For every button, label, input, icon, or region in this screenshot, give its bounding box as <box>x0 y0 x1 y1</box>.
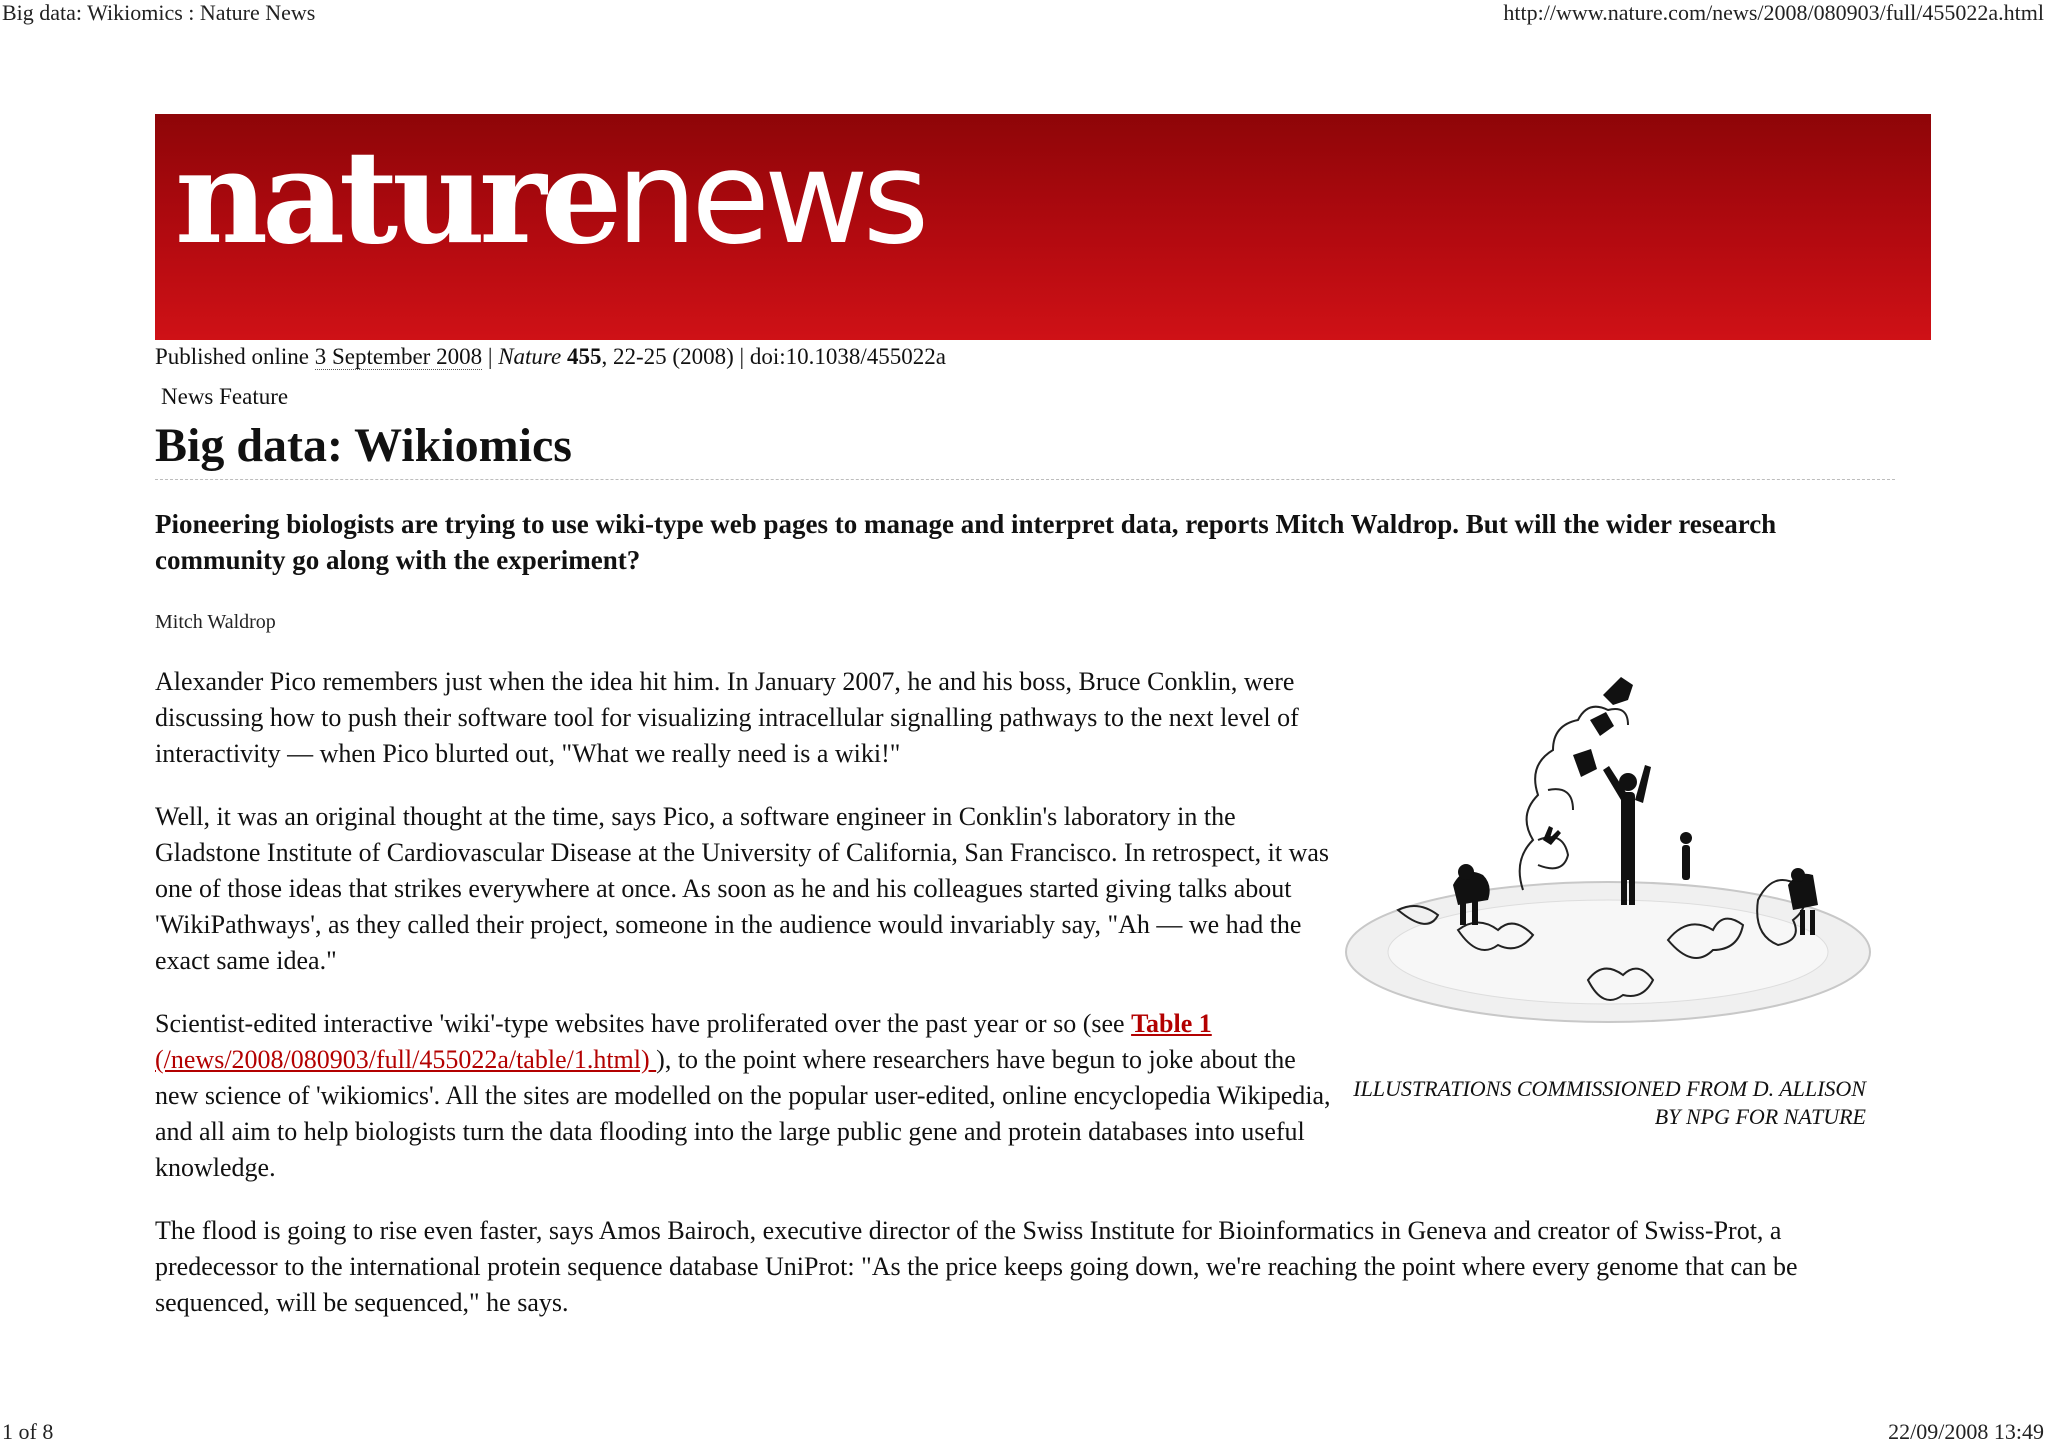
print-page-count: 1 of 8 <box>2 1419 54 1444</box>
title-divider <box>155 479 1895 480</box>
pub-pages-doi: , 22-25 (2008) | doi:10.1038/455022a <box>601 344 946 369</box>
print-header-url: http://www.nature.com/news/2008/080903/full/455022a.html <box>1503 0 2044 25</box>
logo-nature-text: nature <box>175 123 617 273</box>
nature-news-logo[interactable] <box>175 123 924 273</box>
puzzle-illustration <box>1338 660 1886 1030</box>
print-header-title: Big data: Wikiomics : Nature News <box>2 0 316 25</box>
figure-caption: ILLUSTRATIONS COMMISSIONED FROM D. ALLISON BY NPG FOR NATURE <box>1353 1076 1866 1129</box>
nature-news-masthead[interactable] <box>155 114 1931 340</box>
journal-volume: 455 <box>567 344 602 369</box>
pub-separator: | <box>482 344 499 369</box>
journal-name: Nature <box>498 344 562 369</box>
table-link-url: (/news/2008/080903/full/455022a/table/1.html) <box>155 1045 657 1074</box>
publication-date: 3 September 2008 <box>314 344 483 369</box>
article-paragraph <box>155 1006 1335 1186</box>
section-label: News Feature <box>161 384 289 409</box>
article-byline: Mitch Waldrop <box>155 611 276 633</box>
article-paragraph: The flood is going to rise even faster, says Amos Bairoch, executive director of the Swiss Institute for Bioinformatics in Geneva and creator of Swiss-Prot, a predecessor to the international protein sequence database UniProt: "As the price keeps going down, we're reaching the point where every genome that can be sequenced, will be sequenced," he says. <box>155 1216 1798 1317</box>
paragraph-text: Scientist-edited interactive 'wiki'-type websites have proliferated over the past year or so (see <box>155 1009 1132 1038</box>
table-link-label: Table 1 <box>1131 1009 1212 1038</box>
publication-info <box>155 344 946 370</box>
article-standfirst: Pioneering biologists are trying to use wiki-type web pages to manage and interpret data, reports Mitch Waldrop. But will the wider research community go along with the experiment? <box>155 509 1777 575</box>
article-title: Big data: Wikiomics <box>155 419 572 472</box>
paragraph-text: ), to the point where researchers have begun to joke about the new science of 'wikiomics'. All the sites are modelled on the popular user-edited, online encyclopedia Wikipedia, and all aim to help biologists turn the data flooding into the large public gene and protein databases into useful knowledge. <box>155 1045 1331 1182</box>
print-timestamp: 22/09/2008 13:49 <box>1888 1419 2044 1444</box>
puzzle-illustration-image <box>1338 660 1886 1030</box>
article-paragraph: Well, it was an original thought at the time, says Pico, a software engineer in Conklin's laboratory in the Gladstone Institute of Cardiovascular Disease at the University of California, San Francisco. In retrospect, it was one of those ideas that strikes everywhere at once. As soon as he and his colleagues started giving talks about 'WikiPathways', as they called their project, someone in the audience would invariably say, "Ah — we had the exact same idea." <box>155 802 1330 975</box>
published-prefix: Published online <box>155 344 315 369</box>
logo-news-text: news <box>616 124 924 273</box>
article-paragraph: Alexander Pico remembers just when the idea hit him. In January 2007, he and his boss, Bruce Conklin, were discussing how to push their software tool for visualizing intracellular signalling pathways to the next level of interactivity — when Pico blurted out, "What we really need is a wiki!" <box>155 667 1299 768</box>
